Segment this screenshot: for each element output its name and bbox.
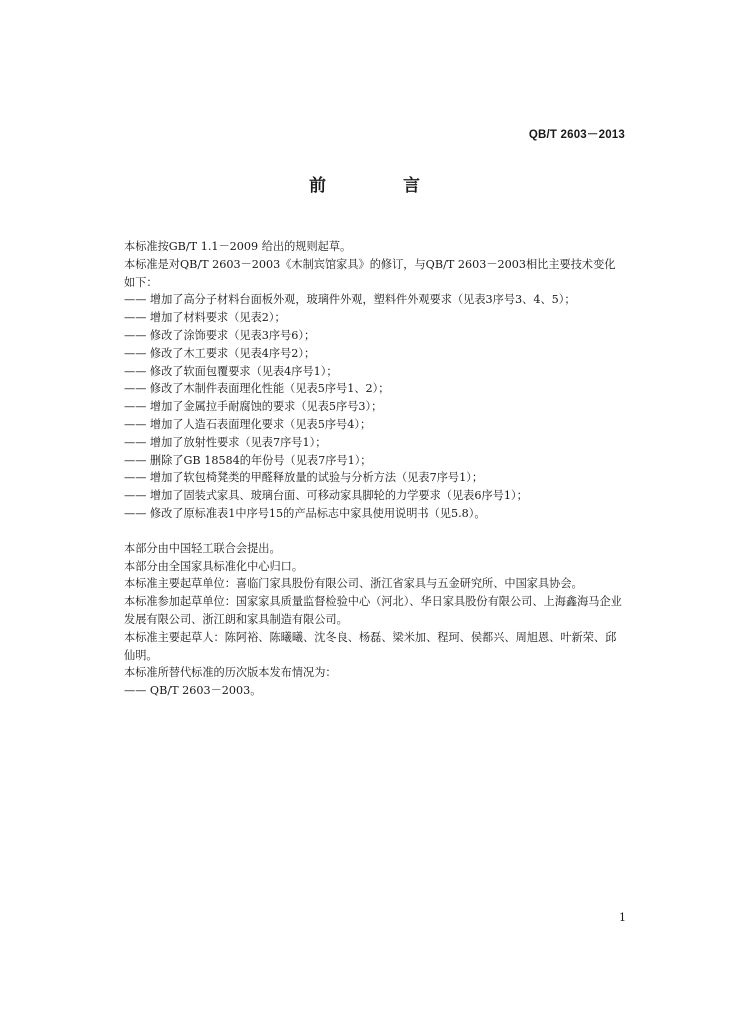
list-item: —— 修改了木制件表面理化性能（见表5序号1、2）； xyxy=(124,382,390,396)
list-item: —— 修改了原标准表1中序号15的产品标志中家具使用说明书（见5.8）。 xyxy=(124,506,486,520)
list-item: —— 增加了放射性要求（见表7序号1）； xyxy=(124,435,327,449)
list-item: —— 增加了材料要求（见表2）； xyxy=(124,311,286,325)
list-item: —— 增加了固装式家具、玻璃台面、可移动家具脚轮的力学要求（见表6序号1）； xyxy=(124,489,528,503)
page-title: 前 言 xyxy=(309,176,450,196)
info-paragraph: 本部分由全国家具标准化中心归口。 xyxy=(124,559,304,573)
list-item: —— 修改了木工要求（见表4序号2）； xyxy=(124,346,316,360)
list-item: —— 修改了涂饰要求（见表3序号6）； xyxy=(124,328,316,342)
foreword-body xyxy=(102,238,625,700)
intro-paragraph: 本标准按GB/T 1.1－2009 给出的规则起草。 xyxy=(124,240,352,253)
section-spacer xyxy=(102,523,625,540)
info-paragraph: 本标准参加起草单位：国家家具质量监督检验中心（河北）、华日家具股份有限公司、上海鑫海马企业发展有限公司、浙江朗和家具制造有限公司。 xyxy=(124,595,622,626)
previous-versions-list xyxy=(102,682,625,700)
list-item: —— QB/T 2603－2003。 xyxy=(124,684,262,698)
list-item: —— 增加了金属拉手耐腐蚀的要求（见表5序号3）； xyxy=(124,400,383,414)
list-item: —— 删除了GB 18584的年份号（见表7序号1）； xyxy=(124,453,372,467)
list-item: —— 增加了人造石表面理化要求（见表5序号4）； xyxy=(124,417,372,431)
standard-number: QB/T 2603－2013 xyxy=(528,129,625,141)
list-item: —— 增加了高分子材料台面板外观，玻璃件外观，塑料件外观要求（见表3序号3、4、5）； xyxy=(124,293,576,307)
list-item: —— 增加了软包椅凳类的甲醛释放量的试验与分析方法（见表7序号1）； xyxy=(124,471,484,485)
info-paragraph: 本部分由中国轻工联合会提出。 xyxy=(124,541,281,555)
intro-paragraph: 本标准是对QB/T 2603－2003《木制宾馆家具》的修订，与QB/T 2603－2003相比主要技术变化如下： xyxy=(124,257,616,289)
info-paragraph: 本标准主要起草单位：喜临门家具股份有限公司、浙江省家具与五金研究所、中国家具协会。 xyxy=(124,577,583,591)
info-paragraph: 本标准主要起草人：陈阿裕、陈曦曦、沈冬良、杨磊、梁米加、程珂、侯都兴、周旭恩、叶新荣、邱仙明。 xyxy=(124,630,617,662)
list-item: —— 修改了软面包覆要求（见表4序号1）； xyxy=(124,364,338,378)
changes-list xyxy=(102,291,625,522)
info-paragraph: 本标准所替代标准的历次版本发布情况为： xyxy=(124,666,337,680)
page-number: 1 xyxy=(619,911,626,924)
